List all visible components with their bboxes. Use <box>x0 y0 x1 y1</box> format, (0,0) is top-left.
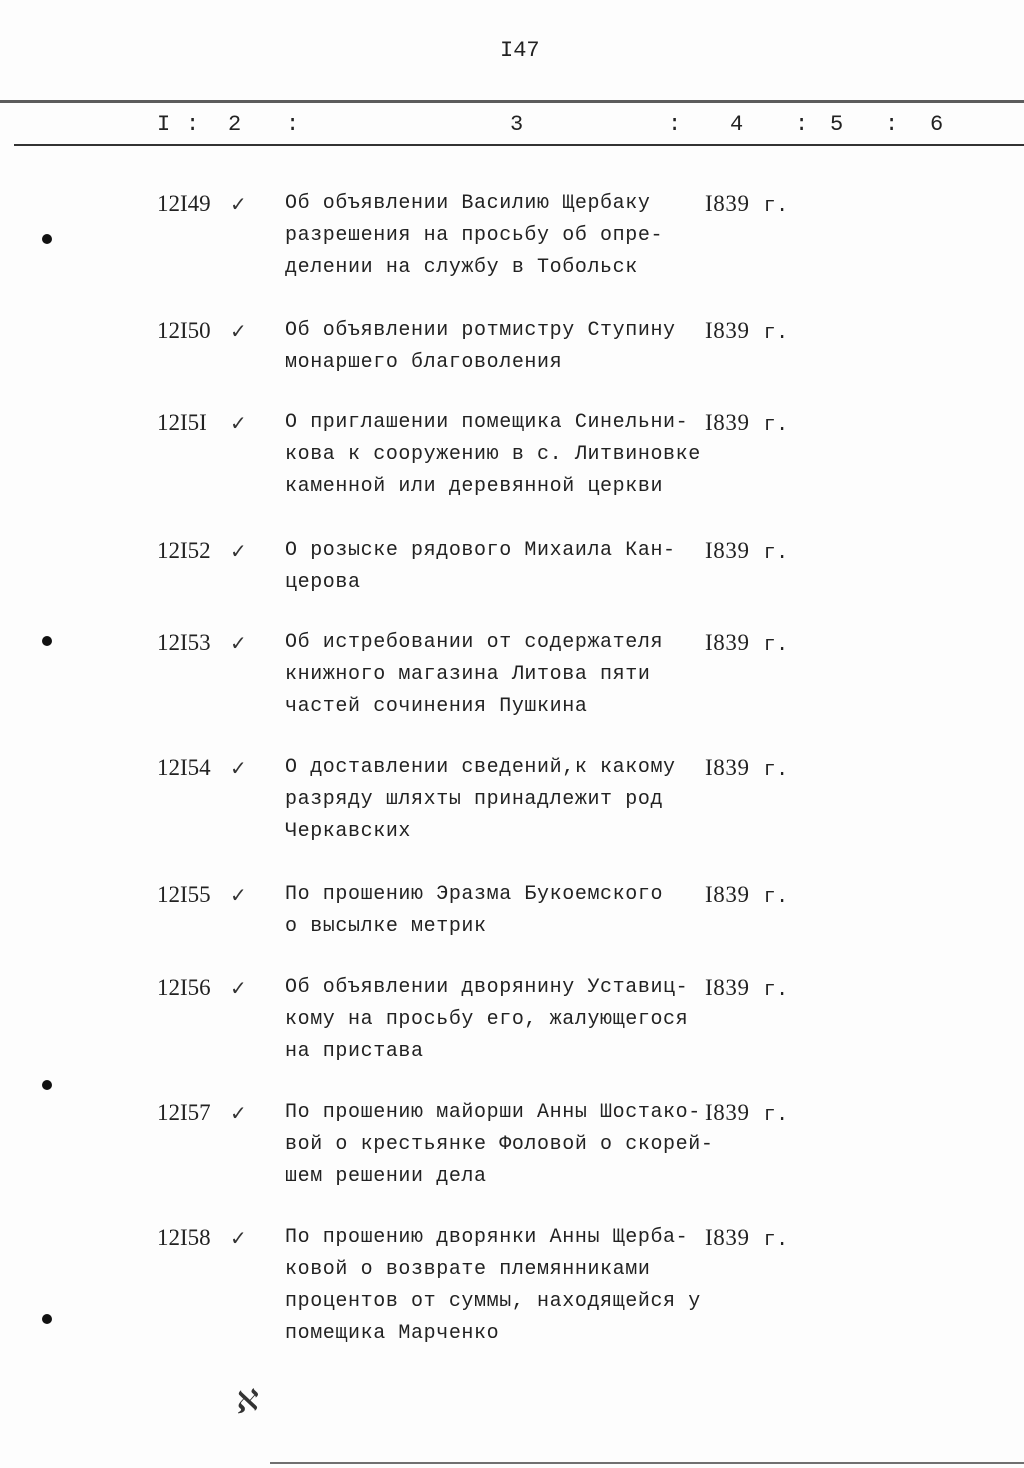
file-title <box>285 407 701 503</box>
title-line: процентов от суммы, находящейся у <box>285 1290 701 1313</box>
title-line: О приглашении помещика Синельни- <box>285 411 689 434</box>
title-line: монаршего благоволения <box>285 351 563 374</box>
title-line: частей сочинения Пушкина <box>285 695 588 718</box>
file-number: 12I50 <box>157 318 211 343</box>
file-number: 12I54 <box>157 755 211 780</box>
check-mark-icon: ✓ <box>230 319 248 343</box>
title-line: Об объявлении ротмистру Ступину <box>285 319 676 342</box>
file-title <box>285 535 676 599</box>
file-year <box>705 879 789 914</box>
file-year <box>705 407 789 442</box>
title-line: О доставлении сведений,к какому <box>285 756 676 779</box>
check-mark-icon: ✓ <box>230 411 248 435</box>
year-suffix: г. <box>763 886 789 909</box>
header-rule <box>14 144 1024 146</box>
file-number: 12I55 <box>157 882 211 907</box>
year-value: I839 <box>705 318 750 343</box>
year-suffix: г. <box>763 322 789 345</box>
file-number: 12I56 <box>157 975 211 1000</box>
check-mark-icon: ✓ <box>230 631 248 655</box>
title-line: Черкавских <box>285 820 412 843</box>
title-line: разряду шляхты принадлежит род <box>285 788 664 811</box>
file-number: 12I53 <box>157 630 211 655</box>
file-title <box>285 752 676 848</box>
column-header-cell: : <box>286 112 300 137</box>
year-value: I839 <box>705 882 750 907</box>
year-suffix: г. <box>763 414 789 437</box>
title-line: О розыске рядового Михаила Кан- <box>285 539 676 562</box>
year-suffix: г. <box>763 1229 789 1252</box>
title-line: шем решении дела <box>285 1165 487 1188</box>
check-mark-icon: ✓ <box>230 883 248 907</box>
year-suffix: г. <box>763 634 789 657</box>
bottom-rule <box>270 1462 1024 1464</box>
year-suffix: г. <box>763 759 789 782</box>
file-year <box>705 188 789 223</box>
check-mark-icon: ✓ <box>230 1226 248 1250</box>
column-header-cell: : <box>186 112 200 137</box>
year-value: I839 <box>705 410 750 435</box>
year-suffix: г. <box>763 979 789 1002</box>
check-mark-icon: ✓ <box>230 976 248 1000</box>
file-year <box>705 972 789 1007</box>
title-line: кому на просьбу его, жалующегося <box>285 1008 689 1031</box>
top-rule <box>0 100 1024 103</box>
file-year <box>705 752 789 787</box>
file-number: 12I52 <box>157 538 211 563</box>
handwritten-mark: ℵ <box>231 1383 260 1422</box>
title-line: ковой о возврате племянниками <box>285 1258 651 1281</box>
year-value: I839 <box>705 1225 750 1250</box>
column-header-cell: 4 <box>730 112 744 137</box>
title-line: разрешения на просьбу об опре- <box>285 224 664 247</box>
punch-hole <box>42 1080 52 1090</box>
title-line: книжного магазина Литова пяти <box>285 663 651 686</box>
year-value: I839 <box>705 538 750 563</box>
title-line: помещика Марченко <box>285 1322 500 1345</box>
column-header-cell: : <box>795 112 809 137</box>
column-header-cell: 3 <box>510 112 524 137</box>
year-suffix: г. <box>763 195 789 218</box>
title-line: Об истребовании от содержателя <box>285 631 664 654</box>
file-title <box>285 879 663 943</box>
file-title <box>285 1222 701 1350</box>
check-mark-icon: ✓ <box>230 539 248 563</box>
title-line: По прошению дворянки Анны Щерба- <box>285 1226 689 1249</box>
column-header-cell: : <box>668 112 682 137</box>
file-year <box>705 627 789 662</box>
file-number: 12I58 <box>157 1225 211 1250</box>
punch-hole <box>42 636 52 646</box>
title-line: на пристава <box>285 1040 424 1063</box>
title-line: каменной или деревянной церкви <box>285 475 664 498</box>
check-mark-icon: ✓ <box>230 192 248 216</box>
file-title <box>285 188 663 284</box>
year-value: I839 <box>705 1100 750 1125</box>
file-number: 12I49 <box>157 191 211 216</box>
file-number: 12I5I <box>157 410 207 435</box>
punch-hole <box>42 234 52 244</box>
title-line: кова к сооружению в с. Литвиновке <box>285 443 701 466</box>
column-header-cell: : <box>885 112 899 137</box>
title-line: По прошению майорши Анны Шостако- <box>285 1101 701 1124</box>
title-line: о высылке метрик <box>285 915 487 938</box>
file-number: 12I57 <box>157 1100 211 1125</box>
file-title <box>285 627 663 723</box>
year-value: I839 <box>705 755 750 780</box>
title-line: Об объявлении Василию Щербаку <box>285 192 651 215</box>
title-line: вой о крестьянке Фоловой о скорей- <box>285 1133 714 1156</box>
year-value: I839 <box>705 630 750 655</box>
title-line: церова <box>285 571 361 594</box>
file-title <box>285 972 688 1068</box>
file-year <box>705 535 789 570</box>
title-line: Об объявлении дворянину Уставиц- <box>285 976 689 999</box>
year-suffix: г. <box>763 542 789 565</box>
punch-hole <box>42 1314 52 1324</box>
title-line: делении на службу в Тобольск <box>285 256 638 279</box>
file-title <box>285 315 676 379</box>
page-number: I47 <box>500 38 540 63</box>
title-line: По прошению Эразма Букоемского <box>285 883 664 906</box>
column-header-cell: 2 <box>228 112 242 137</box>
check-mark-icon: ✓ <box>230 1101 248 1125</box>
year-value: I839 <box>705 191 750 216</box>
file-title <box>285 1097 713 1193</box>
check-mark-icon: ✓ <box>230 756 248 780</box>
file-year <box>705 1097 789 1132</box>
year-suffix: г. <box>763 1104 789 1127</box>
column-header-cell: I <box>157 112 171 137</box>
column-header-cell: 5 <box>830 112 844 137</box>
file-year <box>705 315 789 350</box>
file-year <box>705 1222 789 1257</box>
column-header-cell: 6 <box>930 112 944 137</box>
year-value: I839 <box>705 975 750 1000</box>
